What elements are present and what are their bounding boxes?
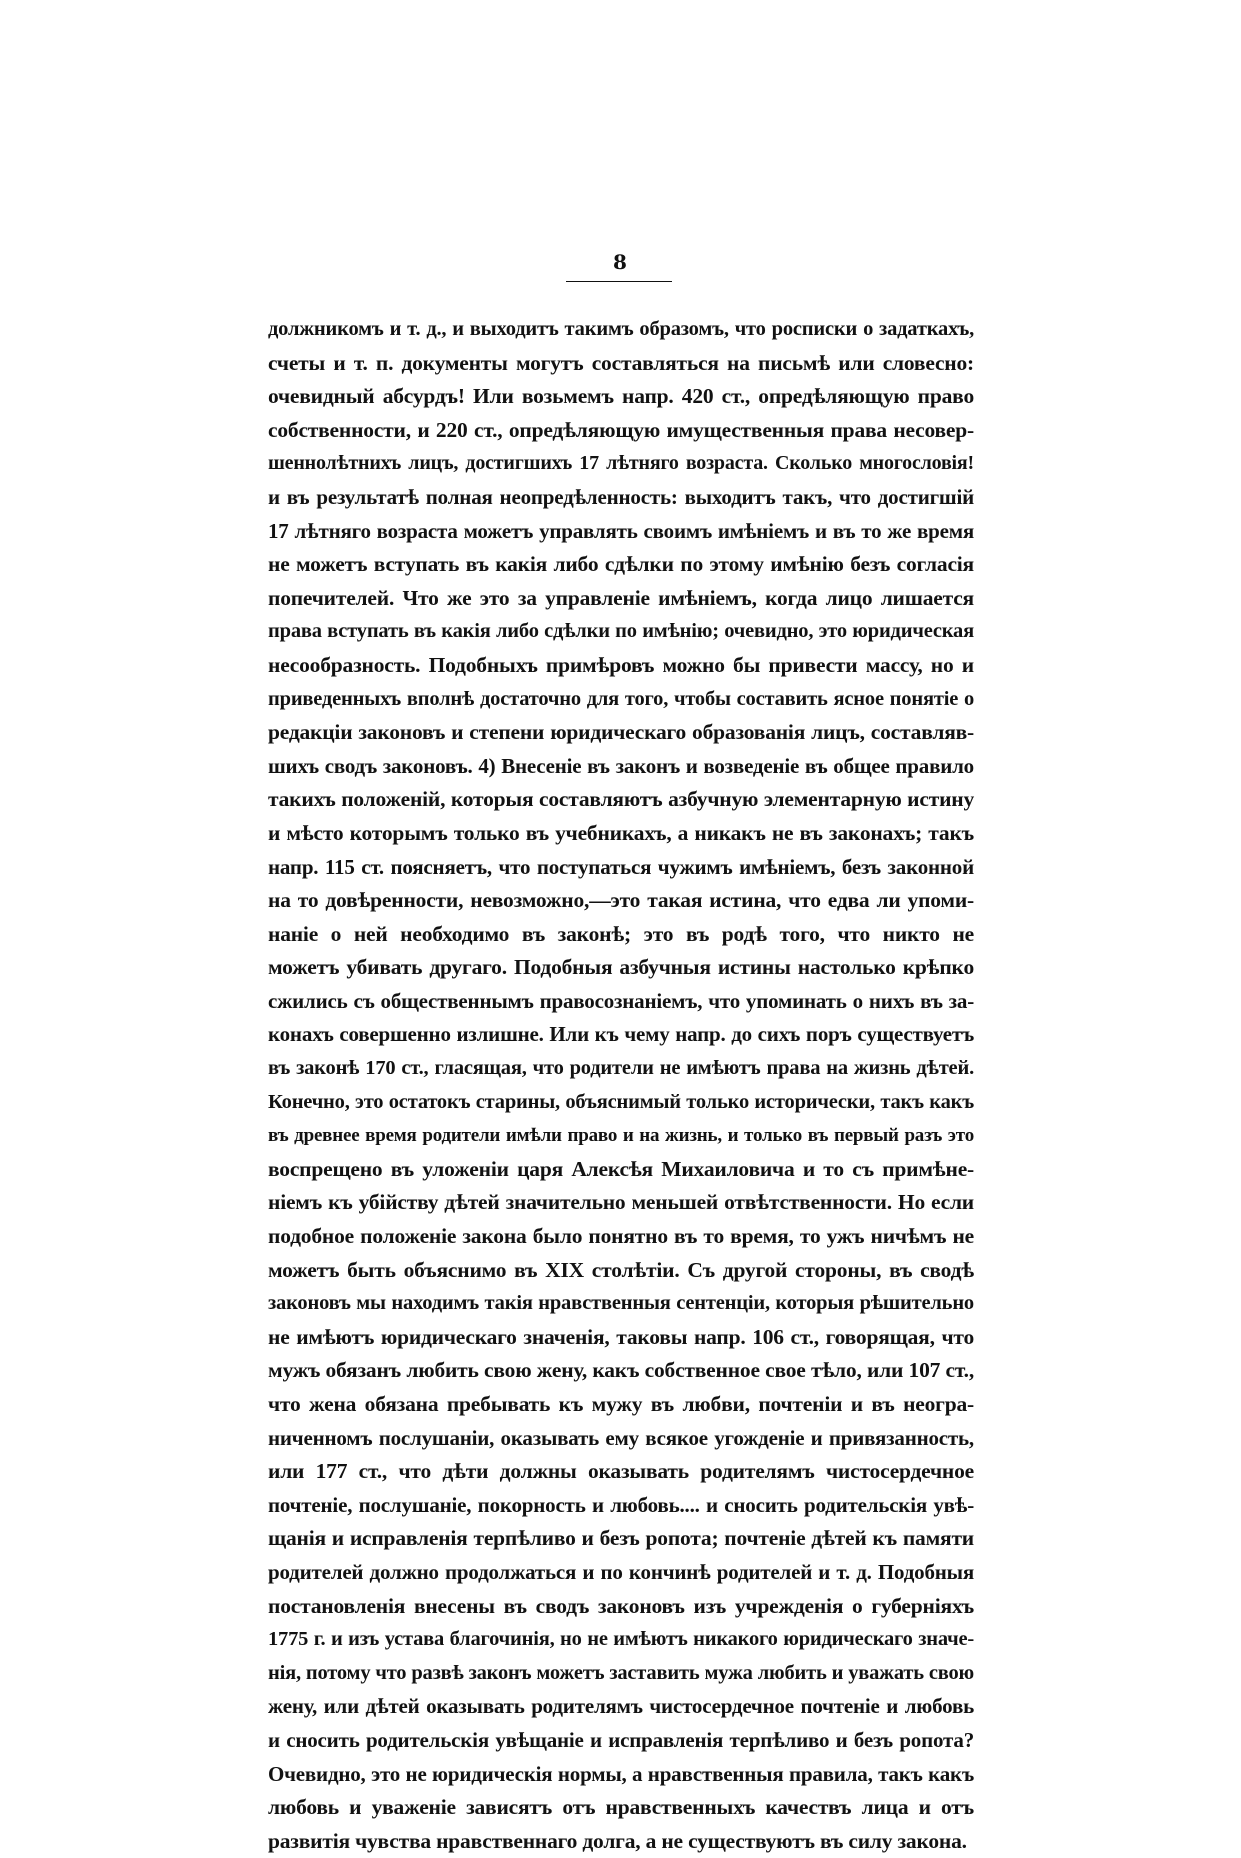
text-line: Конечно, это остатокъ старины, объяснимый только исторически, такъ какъ [268,1090,974,1113]
text-line: собственности, и 220 ст., опредѣляющую имущественныя права несовер- [268,417,974,442]
text-line: почтеніе, послушаніе, покорность и любовь.... и сносить родительскія увѣ- [268,1492,974,1517]
text-line: не имѣютъ юридическаго значенія, таковы напр. 106 ст., говорящая, что [268,1324,974,1349]
header-rule [566,281,672,282]
text-line: воспрещено въ уложеніи царя Алексѣя Михаиловича и то съ примѣне- [268,1156,974,1181]
text-line: 17 лѣтняго возраста можетъ управлять своимъ имѣніемъ и въ то же время [268,518,974,543]
text-line: Очевидно, это не юридическія нормы, а нравственныя правила, такъ какъ [268,1761,974,1786]
text-line: конахъ совершенно излишне. Или къ чему напр. до сихъ поръ существуетъ [268,1022,974,1047]
text-line: любовь и уваженіе зависятъ отъ нравственныхъ качествъ лица и отъ [268,1795,974,1820]
text-line: щанія и исправленія терпѣливо и безъ ропота; почтеніе дѣтей къ памяти [268,1526,974,1551]
text-line: должникомъ и т. д., и выходитъ такимъ образомъ, что росписки о задаткахъ, [268,318,974,340]
text-line: ниченномъ послушаніи, оказывать ему всякое угожденіе и привязанность, [268,1425,974,1450]
text-line: нія, потому что развѣ законъ можетъ заставить мужа любить и уважать свою [268,1661,974,1684]
text-line: не можетъ вступать въ какія либо сдѣлки по этому имѣнію безъ согласія [268,552,974,577]
text-line: шеннолѣтнихъ лицъ, достигшихъ 17 лѣтняго возраста. Сколько многословія! [268,452,974,475]
text-line: постановленія внесены въ сводъ законовъ изъ учрежденія о губерніяхъ [268,1593,974,1618]
text-line: подобное положеніе закона было понятно въ то время, то ужъ ничѣмъ не [268,1224,974,1249]
text-line: и въ результатѣ полная неопредѣленность: выходитъ такъ, что достигшій [268,484,974,509]
text-line: можетъ быть объяснимо въ XIX столѣтіи. Съ другой стороны, въ сводѣ [268,1257,974,1282]
text-line: родителей должно продолжаться и по кончинѣ родителей и т. д. Подобныя [268,1559,974,1584]
text-line: очевидный абсурдъ! Или возьмемъ напр. 420 ст., опредѣляющую право [268,384,974,409]
text-line: попечителей. Что же это за управленіе имѣніемъ, когда лицо лишается [268,585,974,610]
text-line: можетъ убивать другаго. Подобныя азбучныя истины настолько крѣпко [268,955,974,980]
text-line: напр. 115 ст. поясняетъ, что поступаться чужимъ имѣніемъ, безъ законной [268,854,974,879]
text-line: редакціи законовъ и степени юридическаго образованія лицъ, составляв- [268,720,974,745]
text-line: жену, или дѣтей оказывать родителямъ чистосердечное почтеніе и любовь [268,1694,974,1719]
text-line: права вступать въ какія либо сдѣлки по имѣнію; очевидно, это юридическая [268,620,974,643]
text-line: мужъ обязанъ любить свою жену, какъ собственное свое тѣло, или 107 ст., [268,1358,974,1383]
text-line: и мѣсто которымъ только въ учебникахъ, а никакъ не въ законахъ; такъ [268,820,974,845]
text-line: развитія чувства нравственнаго долга, а не существуютъ въ силу закона. [268,1828,967,1853]
text-line: что жена обязана пребывать къ мужу въ любви, почтеніи и въ неогра- [268,1392,974,1416]
text-line: въ древнее время родители имѣли право и на жизнь, и только въ первый разъ это [268,1125,974,1147]
text-line: и сносить родительскія увѣщаніе и исправленія терпѣливо и безъ ропота? [268,1727,974,1752]
text-line: счеты и т. п. документы могутъ составляться на письмѣ или словесно: [268,350,974,375]
text-line: несообразность. Подобныхъ примѣровъ можно бы привести массу, но и [268,652,974,677]
text-line: такихъ положеній, которыя составляютъ азбучную элементарную истину [268,787,974,812]
page-number: 8 [613,250,627,274]
text-line: ніемъ къ убійству дѣтей значительно меньшей отвѣтственности. Но если [268,1190,974,1215]
text-line: сжились съ общественнымъ правосознаніемъ, что упоминать о нихъ въ за- [268,988,974,1013]
text-line: наніе о ней необходимо въ законѣ; это въ родѣ того, что никто не [268,921,974,946]
body-text [268,313,974,1858]
text-line: законовъ мы находимъ такія нравственныя сентенціи, которыя рѣшительно [268,1292,974,1315]
text-line: на то довѣренности, невозможно,—это такая истина, что едва ли упоми- [268,888,974,913]
text-line: 1775 г. и изъ устава благочинія, но не имѣютъ никакого юридическаго значе- [268,1628,974,1651]
text-line: или 177 ст., что дѣти должны оказывать родителямъ чистосердечное [268,1459,974,1484]
text-line: приведенныхъ вполнѣ достаточно для того, чтобы составить ясное понятіе о [268,687,974,710]
text-line: шихъ сводъ законовъ. 4) Внесеніе въ законъ и возведеніе въ общее правило [268,753,974,778]
text-line: въ законѣ 170 ст., гласящая, что родители не имѣютъ права на жизнь дѣтей. [268,1057,974,1080]
